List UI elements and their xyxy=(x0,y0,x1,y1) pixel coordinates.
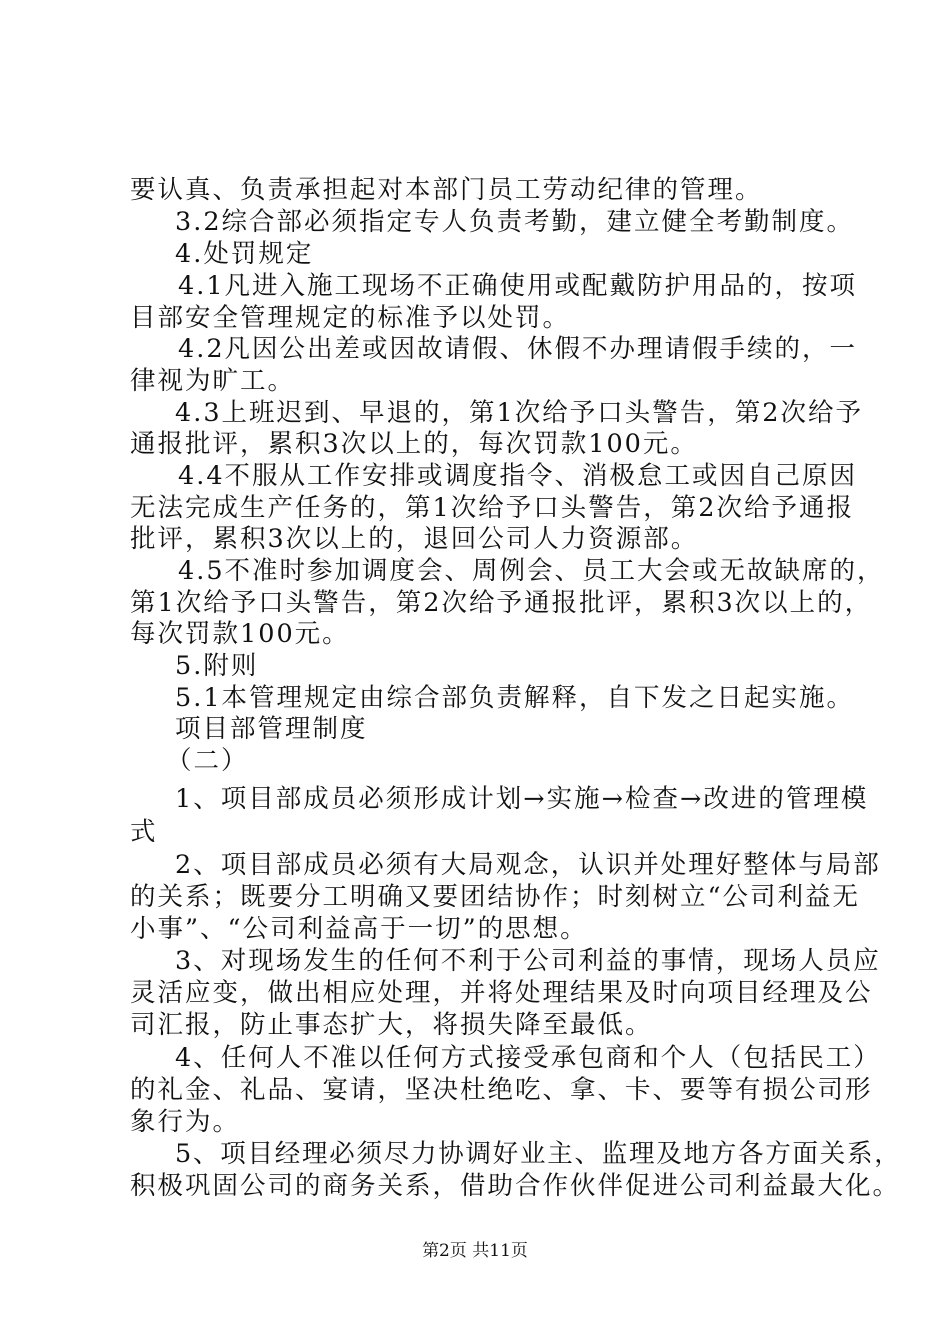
text-line: 4、任何人不准以任何方式接受承包商和个人（包括民工） xyxy=(175,1043,881,1073)
text-line: 积极巩固公司的商务关系，借助合作伙伴促进公司利益最大化。 xyxy=(130,1171,901,1201)
section-number: （二） xyxy=(166,746,249,776)
text-line: 无法完成生产任务的，第1次给予口头警告，第2次给予通报 xyxy=(130,493,854,523)
text-line: 3.2综合部必须指定专人负责考勤，建立健全考勤制度。 xyxy=(175,207,855,237)
text-line: 小事”、“公司利益高于一切”的思想。 xyxy=(130,914,588,944)
text-line: 4.2凡因公出差或因故请假、休假不办理请假手续的，一 xyxy=(178,334,858,364)
text-line: 的关系；既要分工明确又要团结协作；时刻树立“公司利益无 xyxy=(130,882,861,912)
text-line: 批评，累积3次以上的，退回公司人力资源部。 xyxy=(130,524,699,554)
text-line: 4.3上班迟到、早退的，第1次给予口头警告，第2次给予 xyxy=(175,398,864,428)
text-line: 式 xyxy=(130,817,158,847)
text-line: 象行为。 xyxy=(130,1107,241,1137)
text-line: 灵活应变，做出相应处理，并将处理结果及时向项目经理及公 xyxy=(130,978,873,1008)
document-subtitle: 项目部管理制度 xyxy=(175,714,368,744)
text-line: 4.1凡进入施工现场不正确使用或配戴防护用品的，按项 xyxy=(178,271,858,301)
text-line: 的礼金、礼品、宴请，坚决杜绝吃、拿、卡、要等有损公司形 xyxy=(130,1075,873,1105)
text-line: 律视为旷工。 xyxy=(130,366,296,396)
section-heading: 4.处罚规定 xyxy=(175,239,314,269)
text-line: 3、对现场发生的任何不利于公司利益的事情，现场人员应 xyxy=(175,946,881,976)
text-line: 第1次给予口头警告，第2次给予通报批评，累积3次以上的， xyxy=(130,588,873,618)
text-line: 每次罚款100元。 xyxy=(130,619,350,649)
section-heading: 5.附则 xyxy=(175,651,259,681)
text-line: 4.5不准时参加调度会、周例会、员工大会或无故缺席的， xyxy=(178,556,885,586)
text-line: 要认真、负责承担起对本部门员工劳动纪律的管理。 xyxy=(130,175,763,205)
text-line: 通报批评，累积3次以上的，每次罚款100元。 xyxy=(130,429,698,459)
text-line: 2、项目部成员必须有大局观念，认识并处理好整体与局部 xyxy=(175,850,881,880)
text-line: 1、项目部成员必须形成计划→实施→检查→改进的管理模 xyxy=(175,784,869,814)
text-line: 4.4不服从工作安排或调度指令、消极怠工或因自己原因 xyxy=(178,461,858,491)
text-line: 5.1本管理规定由综合部负责解释，自下发之日起实施。 xyxy=(175,683,855,713)
text-line: 目部安全管理规定的标准予以处罚。 xyxy=(130,303,571,333)
text-line: 司汇报，防止事态扩大，将损失降至最低。 xyxy=(130,1010,653,1040)
page-number-footer: 第2页 共11页 xyxy=(422,1241,528,1261)
text-line: 5、项目经理必须尽力协调好业主、监理及地方各方面关系， xyxy=(175,1139,902,1169)
